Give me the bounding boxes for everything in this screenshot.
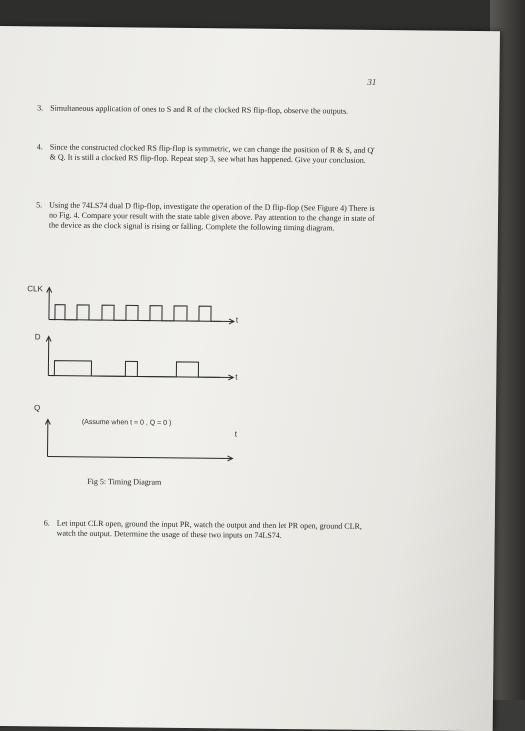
item-5-text: Using the 74LS74 dual D flip-flop, investigate the operation of the D flip-flop (See Figure 4) There is no Fig. 4. Compare your result with the state table given above. Pay attention to the change in state of the device as the clock signal is rising or falling. Complete the following timing diagram. — [49, 201, 375, 233]
initial-condition-note: (Assume when t = 0 , Q = 0 ) — [82, 419, 172, 427]
document-page — [0, 26, 500, 731]
axis-label-q: t — [235, 429, 237, 438]
axis-label-clk: t — [236, 315, 238, 324]
q-t-axis — [47, 457, 232, 459]
axis-label-d: t — [235, 372, 237, 381]
item-3-number: 3. — [37, 103, 43, 113]
clk-waveform — [49, 305, 221, 322]
item-5-number: 5. — [36, 200, 42, 210]
item-6 — [57, 519, 382, 542]
figure-caption: Fig 5: Timing Diagram — [87, 477, 161, 487]
item-4-number: 4. — [37, 142, 43, 152]
signal-label-q: Q — [34, 403, 40, 412]
item-6-text: Let input CLR open, ground the input PR, watch the output and then let PR open, ground CLR, watch the output. Determine the usage of these two inputs on 74LS74. — [57, 519, 362, 540]
item-6-number: 6. — [44, 518, 50, 528]
signal-label-d: D — [35, 332, 41, 341]
signal-label-clk: CLK — [27, 284, 43, 293]
timing-diagram — [0, 26, 500, 491]
item-4-text: Since the constructed clocked RS flip-flop is symmetric, we can change the position of R & S, and Q' & Q. It is still a clocked RS flip-flop. Repeat step 3, see what has happened. Give your conclusion. — [50, 143, 375, 165]
page-number: 31 — [367, 77, 376, 87]
item-3-text: Simultaneous application of ones to S and R of the clocked RS flip-flop, observe the outputs. — [50, 104, 348, 116]
d-waveform — [48, 361, 220, 378]
